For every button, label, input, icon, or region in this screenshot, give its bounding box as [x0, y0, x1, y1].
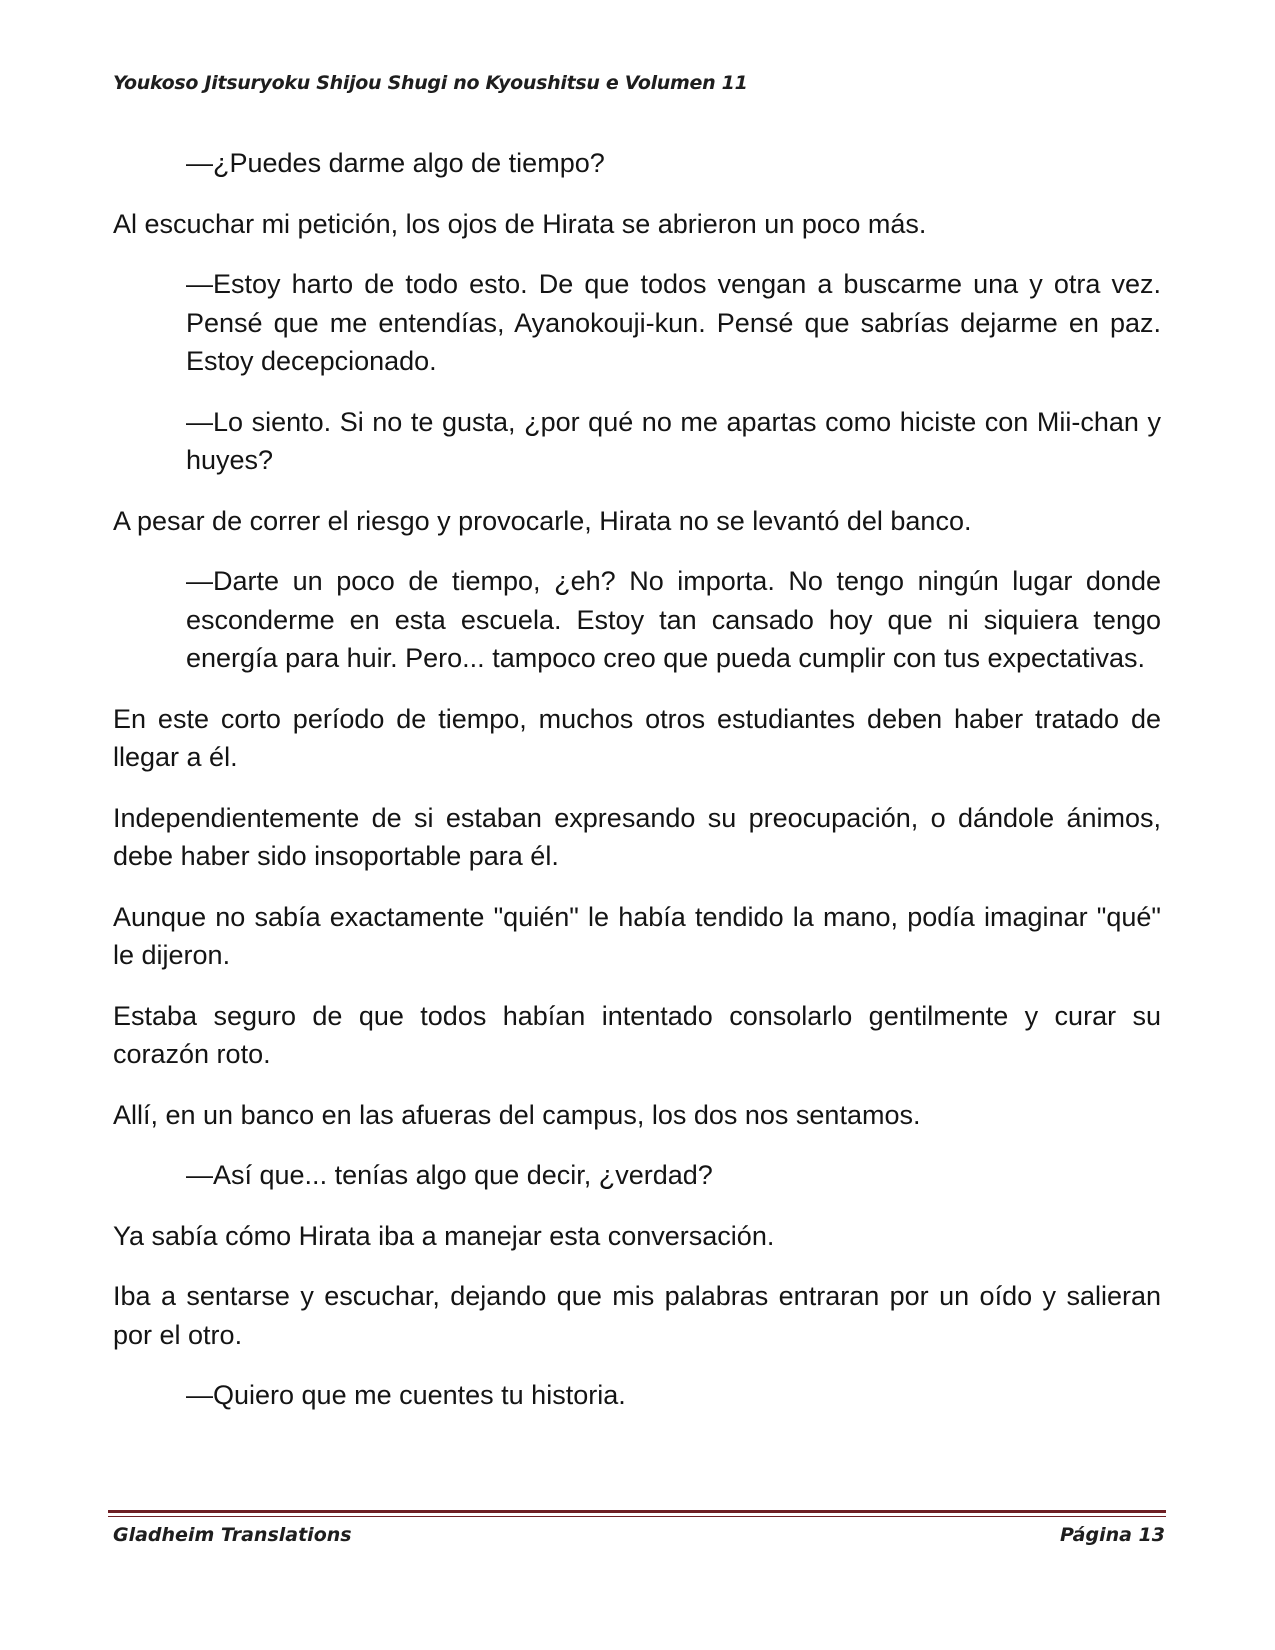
narration-paragraph: Aunque no sabía exactamente "quién" le había tendido la mano, podía imaginar "qué" le dijeron. [113, 901, 1161, 970]
dialogue-paragraph: —Así que... tenías algo que decir, ¿verdad? [186, 1160, 713, 1190]
page-body [113, 144, 1161, 1437]
narration-paragraph: En este corto período de tiempo, muchos otros estudiantes deben haber tratado de llegar a él. [113, 703, 1161, 772]
narration-paragraph: Iba a sentarse y escuchar, dejando que mis palabras entraran por un oído y salieran por el otro. [113, 1281, 1161, 1350]
narration-paragraph: A pesar de correr el riesgo y provocarle, Hirata no se levantó del banco. [113, 505, 972, 536]
footer-divider [108, 1510, 1166, 1513]
narration-paragraph: Estaba seguro de que todos habían intentado consolarlo gentilmente y curar su corazón roto. [113, 1000, 1161, 1069]
dialogue-paragraph: —Lo siento. Si no te gusta, ¿por qué no me apartas como hiciste con Mii-chan y huyes? [186, 406, 1161, 475]
footer-publisher: Gladheim Translations [113, 1524, 352, 1546]
narration-paragraph: Ya sabía cómo Hirata iba a manejar esta conversación. [113, 1220, 775, 1251]
page-number: Página 13 [1059, 1524, 1165, 1546]
dialogue-paragraph: —Darte un poco de tiempo, ¿eh? No importa. No tengo ningún lugar donde esconderme en esta escuela. Estoy tan cansado hoy que ni siquiera tengo energía para huir. Pero... tampoco creo que pueda cumplir con tus expectativas. [186, 566, 1161, 673]
footer-divider-thin [108, 1516, 1166, 1517]
dialogue-paragraph: —¿Puedes darme algo de tiempo? [186, 148, 605, 178]
dialogue-paragraph: —Estoy harto de todo esto. De que todos vengan a buscarme una y otra vez. Pensé que me entendías, Ayanokouji-kun. Pensé que sabrías dejarme en paz. Estoy decepcionado. [186, 269, 1161, 376]
narration-paragraph: Allí, en un banco en las afueras del campus, los dos nos sentamos. [113, 1099, 921, 1130]
running-header: Youkoso Jitsuryoku Shijou Shugi no Kyoushitsu e Volumen 11 [113, 72, 748, 94]
narration-paragraph: Al escuchar mi petición, los ojos de Hirata se abrieron un poco más. [113, 208, 927, 239]
narration-paragraph: Independientemente de si estaban expresando su preocupación, o dándole ánimos, debe haber sido insoportable para él. [113, 802, 1161, 871]
dialogue-paragraph: —Quiero que me cuentes tu historia. [186, 1380, 626, 1410]
